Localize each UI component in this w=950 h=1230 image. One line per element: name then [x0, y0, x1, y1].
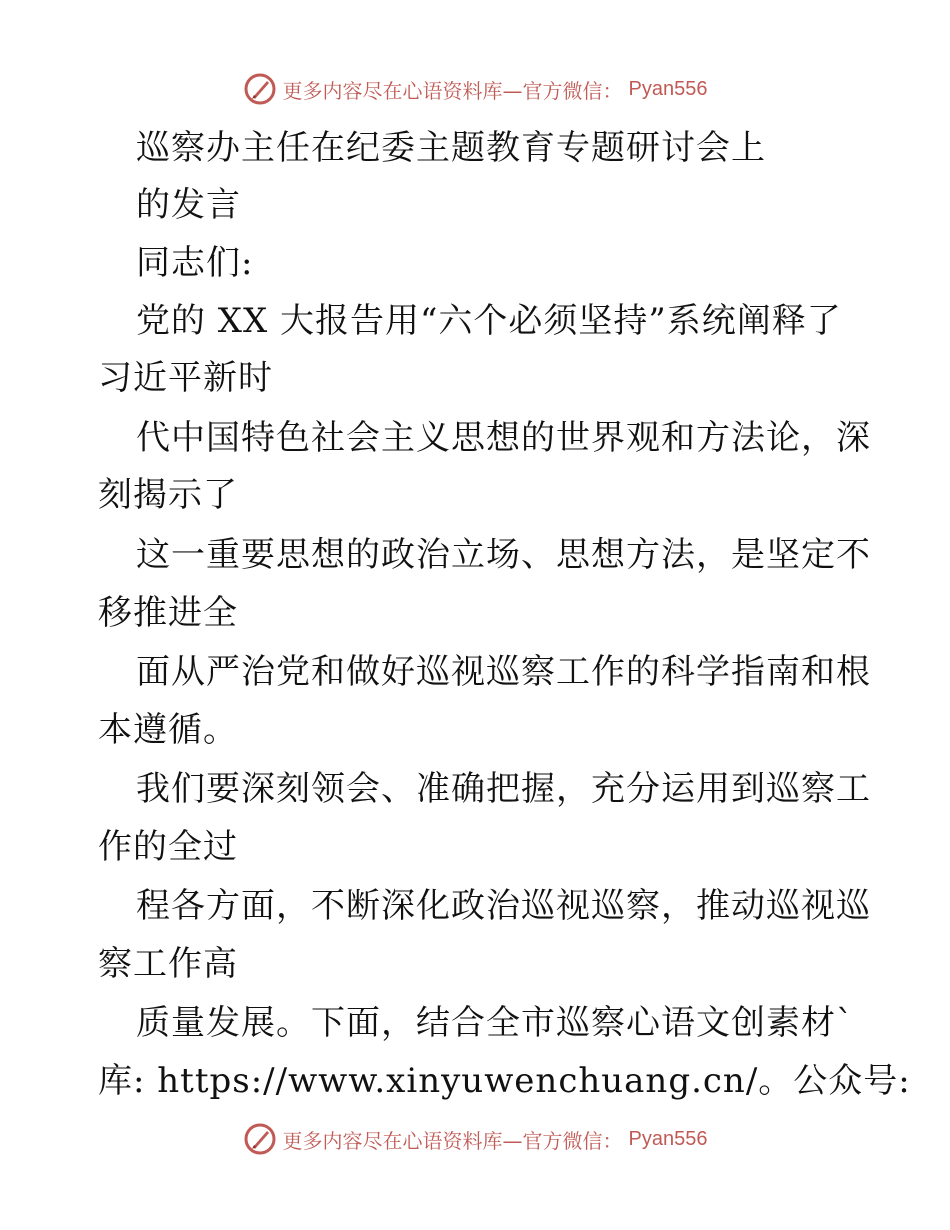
page-footer-watermark — [0, 1122, 950, 1156]
paragraph-line: 本遵循。 — [98, 710, 238, 750]
paragraph-line: 作的全过 — [98, 827, 238, 867]
watermark-handle: Pyan556 — [628, 77, 708, 100]
paragraph-line: 刻揭示了 — [98, 475, 238, 515]
paragraph-line: 这一重要思想的政治立场、思想方法，是坚定不 — [136, 535, 871, 575]
quill-pen-logo-icon — [243, 1122, 277, 1156]
document-title: 巡察办主任在纪委主题教育专题研讨会上 — [136, 128, 766, 168]
paragraph-line: 察工作高 — [98, 944, 238, 984]
paragraph-line: 库: https://www.xinyuwenchuang.cn/。公众号: — [98, 1061, 911, 1101]
paragraph-line: 党的 XX 大报告用“六个必须坚持”系统阐释了 — [136, 301, 842, 341]
paragraph-line: 移推进全 — [98, 593, 238, 633]
paragraph-line: 代中国特色社会主义思想的世界观和方法论，深 — [136, 418, 871, 458]
watermark-handle: Pyan556 — [628, 1127, 708, 1150]
salutation: 同志们: — [136, 243, 254, 283]
document-title-continuation: 的发言 — [136, 185, 241, 225]
paragraph-line: 程各方面，不断深化政治巡视巡察，推动巡视巡 — [136, 886, 871, 926]
watermark-text: 更多内容尽在心语资料库—官方微信： — [282, 1128, 623, 1153]
paragraph-line: 面从严治党和做好巡视巡察工作的科学指南和根 — [136, 652, 871, 692]
paragraph-line: 我们要深刻领会、准确把握，充分运用到巡察工 — [136, 769, 871, 809]
paragraph-line: 习近平新时 — [98, 358, 273, 398]
watermark-text: 更多内容尽在心语资料库—官方微信： — [282, 78, 623, 103]
paragraph-line: 质量发展。下面，结合全市巡察心语文创素材` — [136, 1003, 854, 1043]
